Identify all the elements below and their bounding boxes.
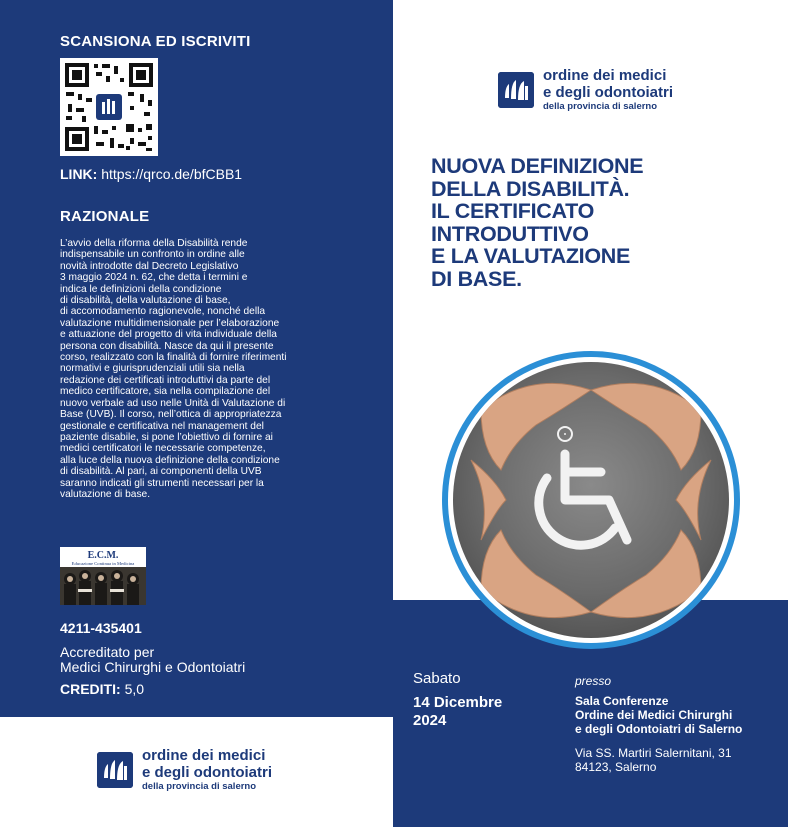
rationale-heading: RAZIONALE: [60, 208, 150, 225]
right-panel: [393, 0, 788, 827]
left-footer: [0, 717, 393, 827]
event-date-line1: 14 Dicembre: [413, 694, 503, 711]
logo-line2: e degli odontoiatri: [142, 764, 272, 781]
credits-value: 5,0: [124, 681, 145, 697]
event-day: Sabato: [413, 670, 461, 687]
event-date: [413, 670, 502, 730]
footer-logo: [97, 747, 272, 793]
ecm-title: E.C.M.: [87, 550, 119, 561]
ecm-photo: [60, 547, 146, 605]
credits-label: CREDITI:: [60, 681, 121, 697]
hands-circle-image: [441, 350, 741, 650]
header-logo: [498, 67, 673, 113]
qr-code[interactable]: [60, 58, 158, 156]
venue-line2: Ordine dei Medici Chirurghi: [575, 708, 733, 722]
accredited-line1: Accreditato per: [60, 644, 155, 660]
ecm-subtitle: Educazione Continua in Medicina: [71, 561, 135, 566]
accredited-line2: Medici Chirurghi e Odontoiatri: [60, 659, 246, 675]
scan-heading: SCANSIONA ED ISCRIVITI: [60, 33, 251, 50]
credits-line: [60, 681, 144, 697]
course-code: 4211-435401: [60, 620, 142, 636]
venue-line3: e degli Odontoiatri di Salerno: [575, 722, 743, 736]
ecm-people-icon: [60, 567, 146, 605]
qr-code-icon: [60, 58, 158, 156]
event-date-line2: 2024: [413, 712, 447, 729]
ordine-logo-icon: [498, 72, 534, 108]
logo-line3: della provincia di salerno: [142, 781, 257, 792]
page-title: NUOVA DEFINIZIONE DELLA DISABILITÀ. IL CERTIFICATO INTRODUTTIVO E LA VALUTAZIONE DI BASE.: [431, 154, 644, 291]
logo-line2: e degli odontoiatri: [543, 84, 673, 101]
left-panel: [0, 0, 393, 717]
logo-line1: ordine dei medici: [142, 747, 266, 764]
rationale-text: L’avvio della riforma della Disabilità rende indispensabile un confronto in ordine alle novità introdotte dal Decreto Legislativo 3 maggio 2024 n. 62, che detta i termini e indica le definizioni della condizione di disabilità, della valutazione di base, di accomodamento ragionevole, nonché della valutazione multidimensionale per l’elaborazione e attuazione del progetto di vita individuale della persona con disabilità. Nasce da qui il presente corso, realizzato con la finalità di fornire riferimenti normativi e giurisprudenziali utili sia nella redazione dei certificati introduttivi da parte del medico certificatore, sia nella compilazione del nuovo verbale ad uso nelle Unità di Valutazione di Base (UVB). Il corso, nell’ottica di appropriatezza gestionale e certificativa nel management del paziente disabile, si pone l’obiettivo di fornire ai medici certificatori le necessarie competenze, alla luce della nuova definizione della condizione di disabilità. Al pari, ai componenti della UVB saranno indicati gli strumenti necessari per la valutazione di base.: [60, 238, 287, 500]
address-line2: 84123, Salerno: [575, 760, 657, 774]
logo-line3: della provincia di salerno: [543, 101, 658, 112]
address-line1: Via SS. Martiri Salernitani, 31: [575, 746, 732, 760]
ordine-logo-text: [142, 747, 272, 793]
venue-line1: Sala Conferenze: [575, 694, 669, 708]
link-url[interactable]: https://qrco.de/bfCBB1: [101, 166, 243, 182]
ordine-logo-icon: [97, 752, 133, 788]
ordine-logo-text: [543, 67, 673, 113]
venue-presso: presso: [575, 674, 612, 688]
logo-line1: ordine dei medici: [543, 67, 667, 84]
event-venue: [575, 674, 742, 774]
link-line: [60, 166, 242, 182]
link-label: LINK:: [60, 166, 98, 182]
